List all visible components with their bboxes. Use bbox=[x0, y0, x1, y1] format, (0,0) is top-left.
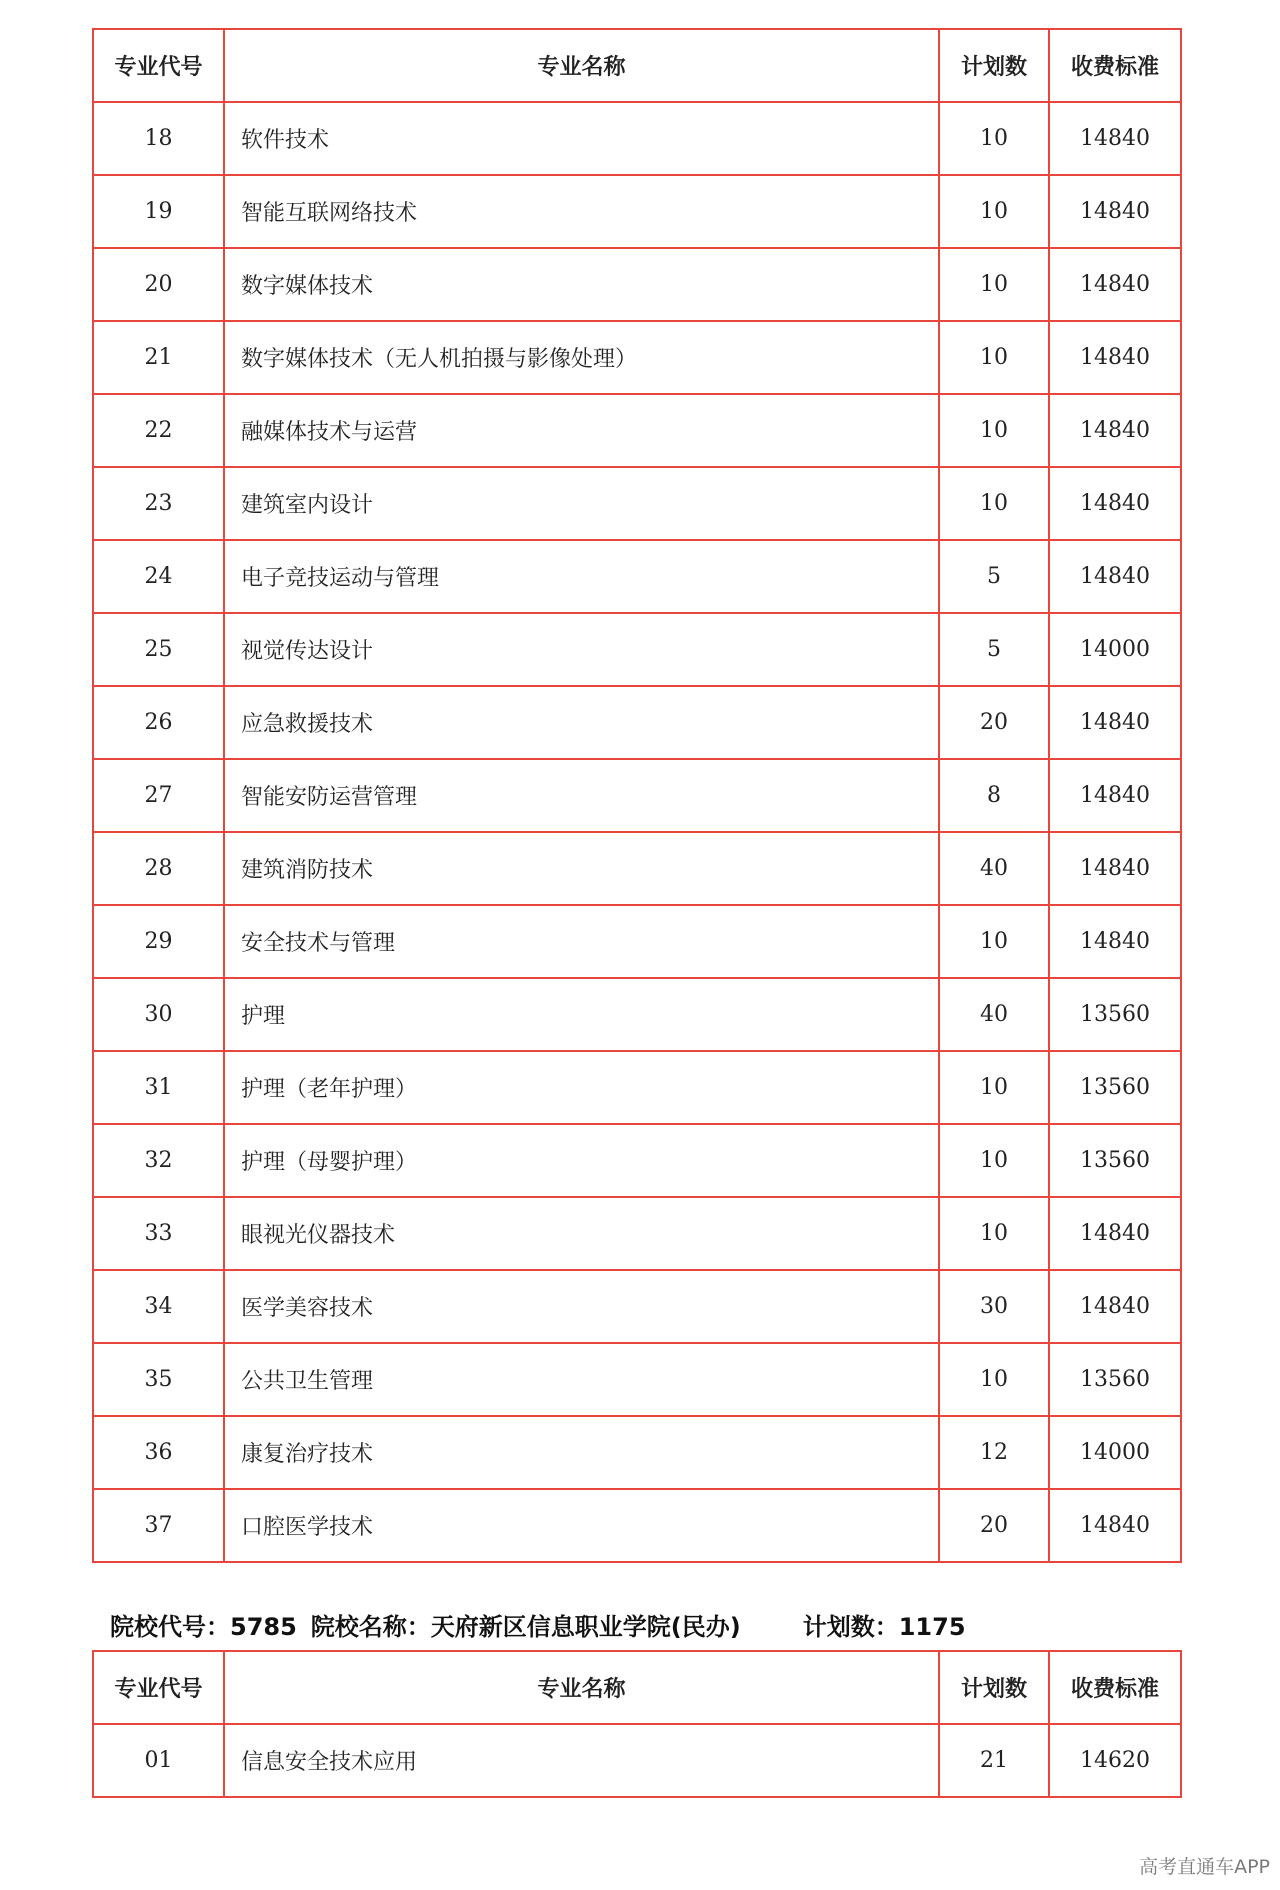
major-code-cell: 31 bbox=[93, 1051, 224, 1124]
table-row bbox=[93, 1489, 1181, 1562]
major-code-cell: 19 bbox=[93, 175, 224, 248]
fee-cell: 14840 bbox=[1049, 1489, 1181, 1562]
plan-count-cell: 10 bbox=[939, 1051, 1049, 1124]
plan-count-cell: 10 bbox=[939, 102, 1049, 175]
table-body bbox=[93, 1724, 1181, 1797]
plan-count-cell: 10 bbox=[939, 248, 1049, 321]
major-name-cell: 护理（母婴护理） bbox=[224, 1124, 939, 1197]
header-major-name: 专业名称 bbox=[224, 1651, 939, 1724]
plan-count-cell: 10 bbox=[939, 467, 1049, 540]
table-row bbox=[93, 1343, 1181, 1416]
fee-cell: 14840 bbox=[1049, 1197, 1181, 1270]
major-code-cell: 33 bbox=[93, 1197, 224, 1270]
plan-count-cell: 10 bbox=[939, 394, 1049, 467]
table-row bbox=[93, 905, 1181, 978]
major-name-cell: 眼视光仪器技术 bbox=[224, 1197, 939, 1270]
watermark-text: 高考直通车APP bbox=[1139, 1856, 1270, 1878]
plan-count-cell: 40 bbox=[939, 978, 1049, 1051]
table-row bbox=[93, 1197, 1181, 1270]
table-header-row bbox=[93, 1651, 1181, 1724]
major-name-cell: 康复治疗技术 bbox=[224, 1416, 939, 1489]
table-row bbox=[93, 978, 1181, 1051]
plan-count-cell: 10 bbox=[939, 1197, 1049, 1270]
major-name-cell: 建筑消防技术 bbox=[224, 832, 939, 905]
fee-cell: 14840 bbox=[1049, 1270, 1181, 1343]
table-row bbox=[93, 1724, 1181, 1797]
major-name-cell: 视觉传达设计 bbox=[224, 613, 939, 686]
fee-cell: 14840 bbox=[1049, 175, 1181, 248]
plan-count-cell: 20 bbox=[939, 1489, 1049, 1562]
major-code-cell: 35 bbox=[93, 1343, 224, 1416]
table-row bbox=[93, 613, 1181, 686]
table-row bbox=[93, 832, 1181, 905]
major-name-cell: 安全技术与管理 bbox=[224, 905, 939, 978]
fee-cell: 13560 bbox=[1049, 1124, 1181, 1197]
major-name-cell: 建筑室内设计 bbox=[224, 467, 939, 540]
table-row bbox=[93, 1051, 1181, 1124]
fee-cell: 14840 bbox=[1049, 686, 1181, 759]
plan-count-cell: 10 bbox=[939, 905, 1049, 978]
school-code-label: 院校代号： bbox=[110, 1613, 230, 1641]
school-plan-label: 计划数： bbox=[802, 1613, 899, 1641]
enrollment-plan-table bbox=[92, 28, 1182, 1563]
plan-count-cell: 10 bbox=[939, 1124, 1049, 1197]
fee-cell: 14000 bbox=[1049, 1416, 1181, 1489]
major-code-cell: 22 bbox=[93, 394, 224, 467]
table-row bbox=[93, 686, 1181, 759]
major-code-cell: 01 bbox=[93, 1724, 224, 1797]
major-code-cell: 29 bbox=[93, 905, 224, 978]
major-name-cell: 应急救援技术 bbox=[224, 686, 939, 759]
major-code-cell: 24 bbox=[93, 540, 224, 613]
major-code-cell: 20 bbox=[93, 248, 224, 321]
plan-count-cell: 30 bbox=[939, 1270, 1049, 1343]
table-row bbox=[93, 1270, 1181, 1343]
major-name-cell: 数字媒体技术（无人机拍摄与影像处理） bbox=[224, 321, 939, 394]
fee-cell: 14000 bbox=[1049, 613, 1181, 686]
major-code-cell: 30 bbox=[93, 978, 224, 1051]
major-name-cell: 护理（老年护理） bbox=[224, 1051, 939, 1124]
major-code-cell: 36 bbox=[93, 1416, 224, 1489]
header-fee: 收费标准 bbox=[1049, 29, 1181, 102]
table-row bbox=[93, 1124, 1181, 1197]
fee-cell: 14840 bbox=[1049, 394, 1181, 467]
major-name-cell: 电子竞技运动与管理 bbox=[224, 540, 939, 613]
table-row bbox=[93, 102, 1181, 175]
plan-count-cell: 40 bbox=[939, 832, 1049, 905]
school-plan-count: 1175 bbox=[898, 1613, 966, 1641]
major-name-cell: 数字媒体技术 bbox=[224, 248, 939, 321]
table-row bbox=[93, 540, 1181, 613]
plan-count-cell: 8 bbox=[939, 759, 1049, 832]
major-code-cell: 27 bbox=[93, 759, 224, 832]
table-row bbox=[93, 1416, 1181, 1489]
header-fee: 收费标准 bbox=[1049, 1651, 1181, 1724]
header-major-name: 专业名称 bbox=[224, 29, 939, 102]
school-info-line bbox=[110, 1610, 966, 1644]
table-row bbox=[93, 248, 1181, 321]
table-row bbox=[93, 394, 1181, 467]
school-major-table bbox=[92, 1650, 1182, 1798]
major-name-cell: 信息安全技术应用 bbox=[224, 1724, 939, 1797]
fee-cell: 14840 bbox=[1049, 905, 1181, 978]
plan-count-cell: 10 bbox=[939, 321, 1049, 394]
fee-cell: 14840 bbox=[1049, 321, 1181, 394]
major-code-cell: 21 bbox=[93, 321, 224, 394]
fee-cell: 14840 bbox=[1049, 102, 1181, 175]
fee-cell: 14620 bbox=[1049, 1724, 1181, 1797]
major-name-cell: 口腔医学技术 bbox=[224, 1489, 939, 1562]
major-name-cell: 医学美容技术 bbox=[224, 1270, 939, 1343]
table-row bbox=[93, 467, 1181, 540]
table-header-row bbox=[93, 29, 1181, 102]
school-name-label: 院校名称： bbox=[310, 1613, 431, 1641]
major-code-cell: 23 bbox=[93, 467, 224, 540]
major-name-cell: 融媒体技术与运营 bbox=[224, 394, 939, 467]
major-name-cell: 智能安防运营管理 bbox=[224, 759, 939, 832]
plan-count-cell: 20 bbox=[939, 686, 1049, 759]
table-row bbox=[93, 321, 1181, 394]
header-plan-count: 计划数 bbox=[939, 1651, 1049, 1724]
table-row bbox=[93, 759, 1181, 832]
major-name-cell: 公共卫生管理 bbox=[224, 1343, 939, 1416]
plan-count-cell: 5 bbox=[939, 540, 1049, 613]
major-code-cell: 37 bbox=[93, 1489, 224, 1562]
table-row bbox=[93, 175, 1181, 248]
fee-cell: 14840 bbox=[1049, 540, 1181, 613]
fee-cell: 14840 bbox=[1049, 467, 1181, 540]
school-name: 天府新区信息职业学院(民办) bbox=[430, 1613, 741, 1641]
plan-count-cell: 12 bbox=[939, 1416, 1049, 1489]
plan-count-cell: 10 bbox=[939, 1343, 1049, 1416]
fee-cell: 14840 bbox=[1049, 248, 1181, 321]
table-body bbox=[93, 102, 1181, 1562]
major-code-cell: 25 bbox=[93, 613, 224, 686]
plan-count-cell: 10 bbox=[939, 175, 1049, 248]
major-name-cell: 智能互联网络技术 bbox=[224, 175, 939, 248]
plan-count-cell: 5 bbox=[939, 613, 1049, 686]
header-major-code: 专业代号 bbox=[93, 29, 224, 102]
major-name-cell: 护理 bbox=[224, 978, 939, 1051]
fee-cell: 13560 bbox=[1049, 978, 1181, 1051]
fee-cell: 14840 bbox=[1049, 759, 1181, 832]
fee-cell: 14840 bbox=[1049, 832, 1181, 905]
major-code-cell: 32 bbox=[93, 1124, 224, 1197]
major-code-cell: 26 bbox=[93, 686, 224, 759]
major-code-cell: 34 bbox=[93, 1270, 224, 1343]
major-code-cell: 18 bbox=[93, 102, 224, 175]
plan-count-cell: 21 bbox=[939, 1724, 1049, 1797]
header-major-code: 专业代号 bbox=[93, 1651, 224, 1724]
major-name-cell: 软件技术 bbox=[224, 102, 939, 175]
major-code-cell: 28 bbox=[93, 832, 224, 905]
header-plan-count: 计划数 bbox=[939, 29, 1049, 102]
fee-cell: 13560 bbox=[1049, 1051, 1181, 1124]
fee-cell: 13560 bbox=[1049, 1343, 1181, 1416]
school-code: 5785 bbox=[230, 1613, 297, 1641]
